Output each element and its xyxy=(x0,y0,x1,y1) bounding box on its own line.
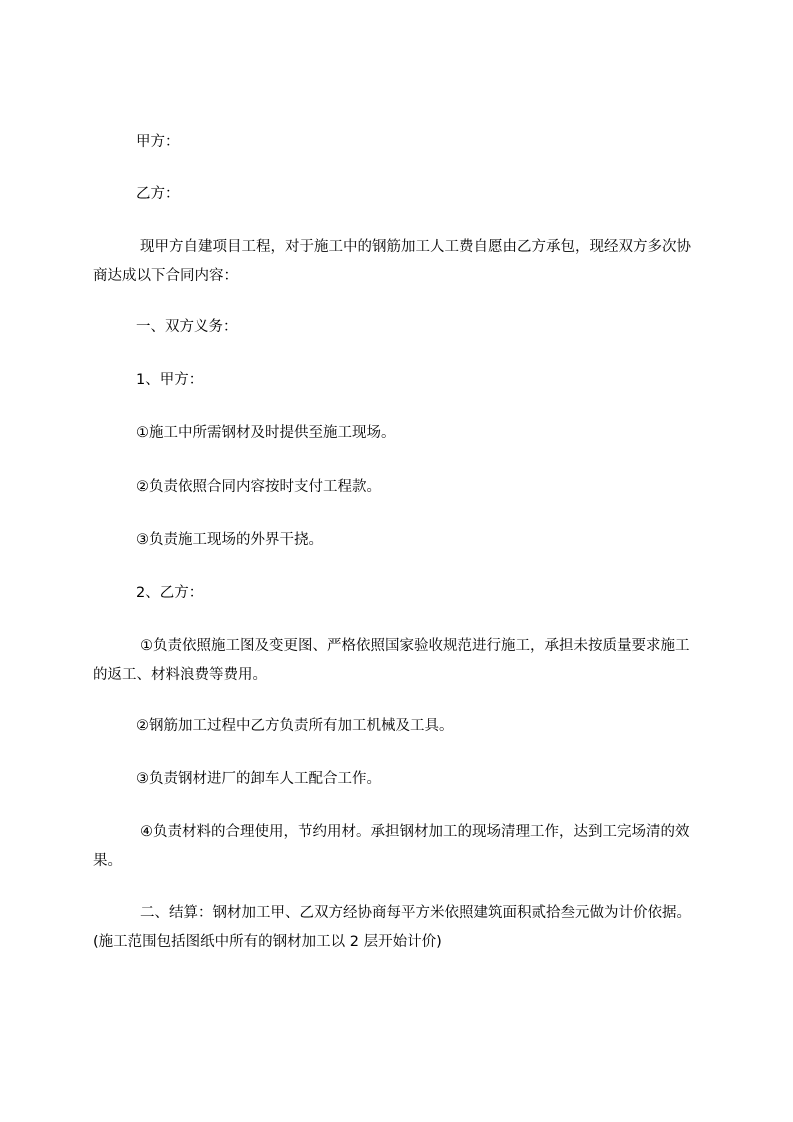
party-b-heading: 2、乙方： xyxy=(136,585,204,601)
party-b-duty-4: ④负责材料的合理使用，节约用材。承担钢材加工的现场清理工作，达到工完场清的效果。 xyxy=(93,824,690,869)
party-b-duty-2: ②钢筋加工过程中乙方负责所有加工机械及工具。 xyxy=(136,718,454,734)
party-b-label: 乙方： xyxy=(136,186,180,202)
party-a-duty-3: ③负责施工现场的外界干挠。 xyxy=(136,532,323,548)
section2-settlement: 二、结算：钢材加工甲、乙双方经协商每平方米依照建筑面积贰拾叁元做为计价依据。(施工范围包括图纸中所有的钢材加工以 2 层开始计价) xyxy=(93,905,691,950)
party-a-duty-2: ②负责依照合同内容按时支付工程款。 xyxy=(136,479,381,495)
party-a-heading: 1、甲方： xyxy=(136,372,204,388)
section1-title: 一、双方义务： xyxy=(136,319,238,335)
party-b-duty-3: ③负责钢材进厂的卸车人工配合工作。 xyxy=(136,771,381,787)
party-b-duty-1: ①负责依照施工图及变更图、严格依照国家验收规范进行施工，承担未按质量要求施工的返工、材料浪费等费用。 xyxy=(93,638,690,683)
party-a-label: 甲方： xyxy=(136,134,180,150)
party-a-duty-1: ①施工中所需钢材及时提供至施工现场。 xyxy=(136,425,396,441)
intro-paragraph: 现甲方自建项目工程，对于施工中的钢筋加工人工费自愿由乙方承包，现经双方多次协商达成以下合同内容： xyxy=(93,239,691,284)
